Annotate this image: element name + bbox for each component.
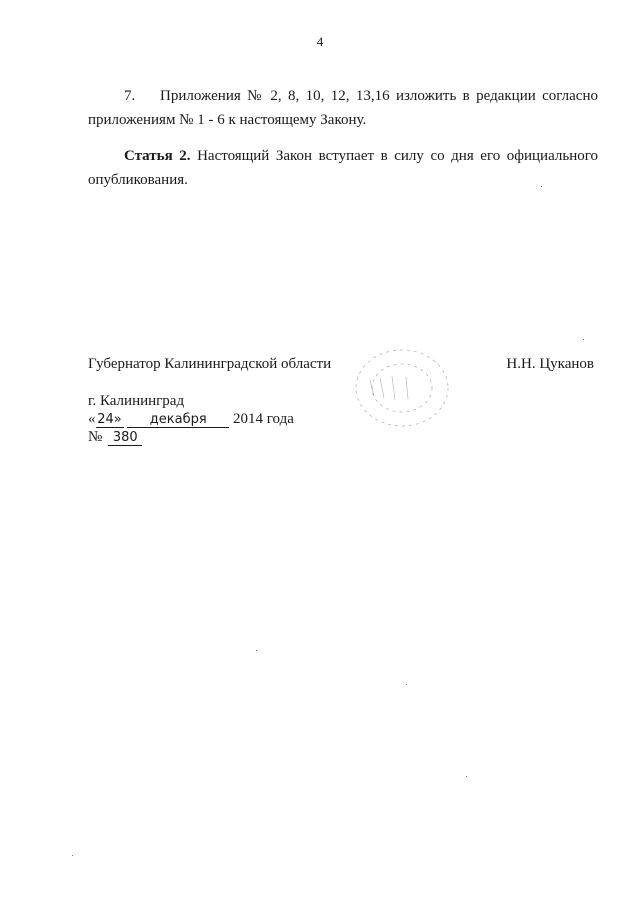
- date-line: [88, 411, 294, 428]
- date-day: 24»: [97, 412, 122, 427]
- item-7-text: Приложения № 2, 8, 10, 12, 13,16 изложить в редакции согласно приложениям № 1 - 6 к настоящему Закону.: [88, 88, 598, 128]
- page-number: 4: [316, 34, 324, 49]
- official-stamp-image: [340, 340, 470, 440]
- signature-title: Губернатор Калининградской области: [88, 356, 332, 372]
- scan-speck: [256, 650, 257, 651]
- document-number-label: №: [88, 429, 103, 445]
- article-2-paragraph: [88, 144, 598, 192]
- article-2-text: Настоящий Закон вступает в силу со дня его официального опубликования.: [88, 148, 598, 188]
- item-7-number: 7.: [124, 88, 136, 104]
- item-7-paragraph: [88, 84, 598, 132]
- date-month: декабря: [127, 413, 229, 428]
- city-line: г. Калининград: [88, 393, 185, 409]
- article-2-label: Статья 2.: [124, 148, 191, 164]
- document-number-line: [88, 429, 142, 446]
- document-number: 380: [108, 431, 142, 446]
- scan-speck: [583, 339, 584, 340]
- date-open-quote: «: [88, 411, 96, 427]
- date-year: 2014 года: [229, 411, 294, 427]
- scan-speck: [466, 776, 467, 777]
- scan-speck: [541, 186, 542, 187]
- signature-name: Н.Н. Цуканов: [506, 356, 594, 372]
- scan-speck: [72, 855, 73, 856]
- scan-speck: [406, 684, 407, 685]
